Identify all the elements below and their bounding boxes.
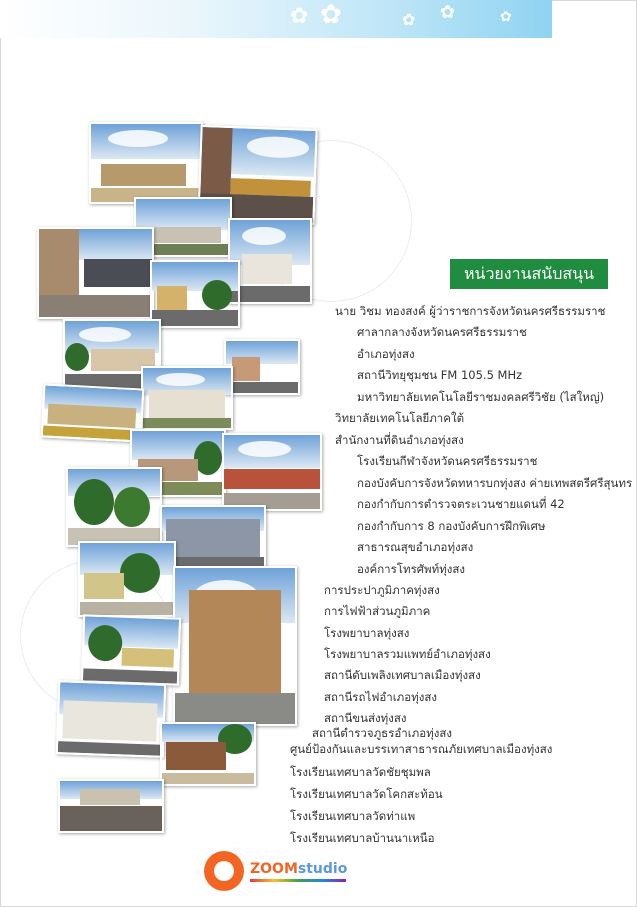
photo-sports-school: [222, 433, 322, 511]
photo-town-street: [150, 260, 240, 328]
photo-telephone-building: [228, 218, 312, 304]
supporter-entry: สถานีตำรวจภูธรอำเภอทุ่งสง: [312, 726, 452, 740]
flower-decoration-icon: ✿: [440, 2, 456, 23]
flower-decoration-icon: ✿: [402, 10, 416, 29]
logo-wordmark: ZOOMstudio: [250, 861, 348, 877]
supporter-entry: โรงพยาบาลรวมแพทย์อำเภอทุ่งสง: [324, 647, 491, 661]
supporter-entry: โรงเรียนกีฬาจังหวัดนครศรีธรรมราช: [357, 454, 538, 468]
flower-decoration-icon: ✿: [500, 9, 512, 25]
supporter-entry: มหาวิทยาลัยเทคโนโลยีราชมงคลศรีวิชัย (ไสใหญ่): [357, 390, 605, 404]
supporter-entry: โรงพยาบาลทุ่งสง: [324, 626, 410, 640]
supporter-entry: โรงเรียนเทศบาลวัดท่าแพ: [290, 809, 416, 823]
supporter-entry: สถานีรถไฟอำเภอทุ่งสง: [324, 690, 437, 704]
supporter-entry: สาธารณสุขอำเภอทุ่งสง: [357, 540, 474, 554]
photo-public-health-office: [78, 541, 176, 617]
supporter-entry: สถานีดับเพลิงเทศบาลเมืองทุ่งสง: [324, 668, 481, 682]
supporter-entry: โรงเรียนเทศบาลบ้านนาเหนือ: [290, 831, 435, 845]
photo-fire-station: [81, 614, 181, 685]
logo-color-bar: [250, 879, 346, 882]
supporter-entry: สถานีวิทยุชุมชน FM 105.5 MHz: [357, 368, 523, 382]
supporter-entry: โรงเรียนเทศบาลวัดชัยชุมพล: [290, 765, 431, 779]
supporter-entry: กองกำกับการตำรวจตระเวนชายแดนที่ 42: [357, 497, 565, 511]
photo-army-camp: [66, 467, 162, 547]
photo-rail-yard: [58, 779, 164, 833]
supporter-entry: ศูนย์ป้องกันและบรรเทาสาธารณภัยเทศบาลเมืองทุ่งสง: [290, 742, 553, 756]
supporter-entry: กองบังคับการจังหวัดทหารบกทุ่งสง ค่ายเทพสตรีศรีสุนทร: [357, 476, 633, 490]
photo-government-building: [141, 366, 233, 430]
logo-ring-icon: [204, 851, 244, 891]
photo-hospital-tower: [173, 566, 297, 726]
supporter-entry: การไฟฟ้าส่วนภูมิภาค: [324, 604, 431, 618]
supporter-entry: วิทยาลัยเทคโนโลยีภาคใต้: [335, 411, 465, 425]
supporter-entry: สถานีขนส่งทุ่งสง: [324, 711, 407, 725]
photo-old-wooden-building: [160, 722, 256, 786]
supporter-entry: การประปาภูมิภาคทุ่งสง: [324, 583, 440, 597]
supporter-entry: องค์การโทรศัพท์ทุ่งสง: [357, 562, 466, 576]
header-sky-banner: [0, 0, 552, 38]
photo-train-at-station: [37, 227, 154, 319]
supporter-entry: กองกำกับการ 8 กองบังคับการฝึกพิเศษ: [357, 519, 546, 533]
flower-decoration-icon: ✿: [290, 4, 309, 29]
supporter-entry: อำเภอทุ่งสง: [357, 347, 415, 361]
supporter-entry: นาย วิชม ทองสงค์ ผู้ว่าราชการจังหวัดนครศรีธรรมราช: [335, 304, 606, 318]
photo-city-hall-shrine: [89, 122, 203, 204]
zoomstudio-logo: [204, 851, 354, 891]
photo-street-corner: [224, 339, 300, 395]
photo-school-building: [41, 383, 145, 442]
flower-decoration-icon: ✿: [320, 0, 342, 30]
supporter-entry: ศาลากลางจังหวัดนครศรีธรรมราช: [357, 325, 527, 339]
photo-district-building-white: [56, 680, 167, 758]
supporters-heading: หน่วยงานสนับสนุน: [450, 259, 608, 289]
supporter-entry: สำนักงานที่ดินอำเภอทุ่งสง: [335, 433, 464, 447]
supporter-entry: โรงเรียนเทศบาลวัดโคกสะท้อน: [290, 787, 443, 801]
